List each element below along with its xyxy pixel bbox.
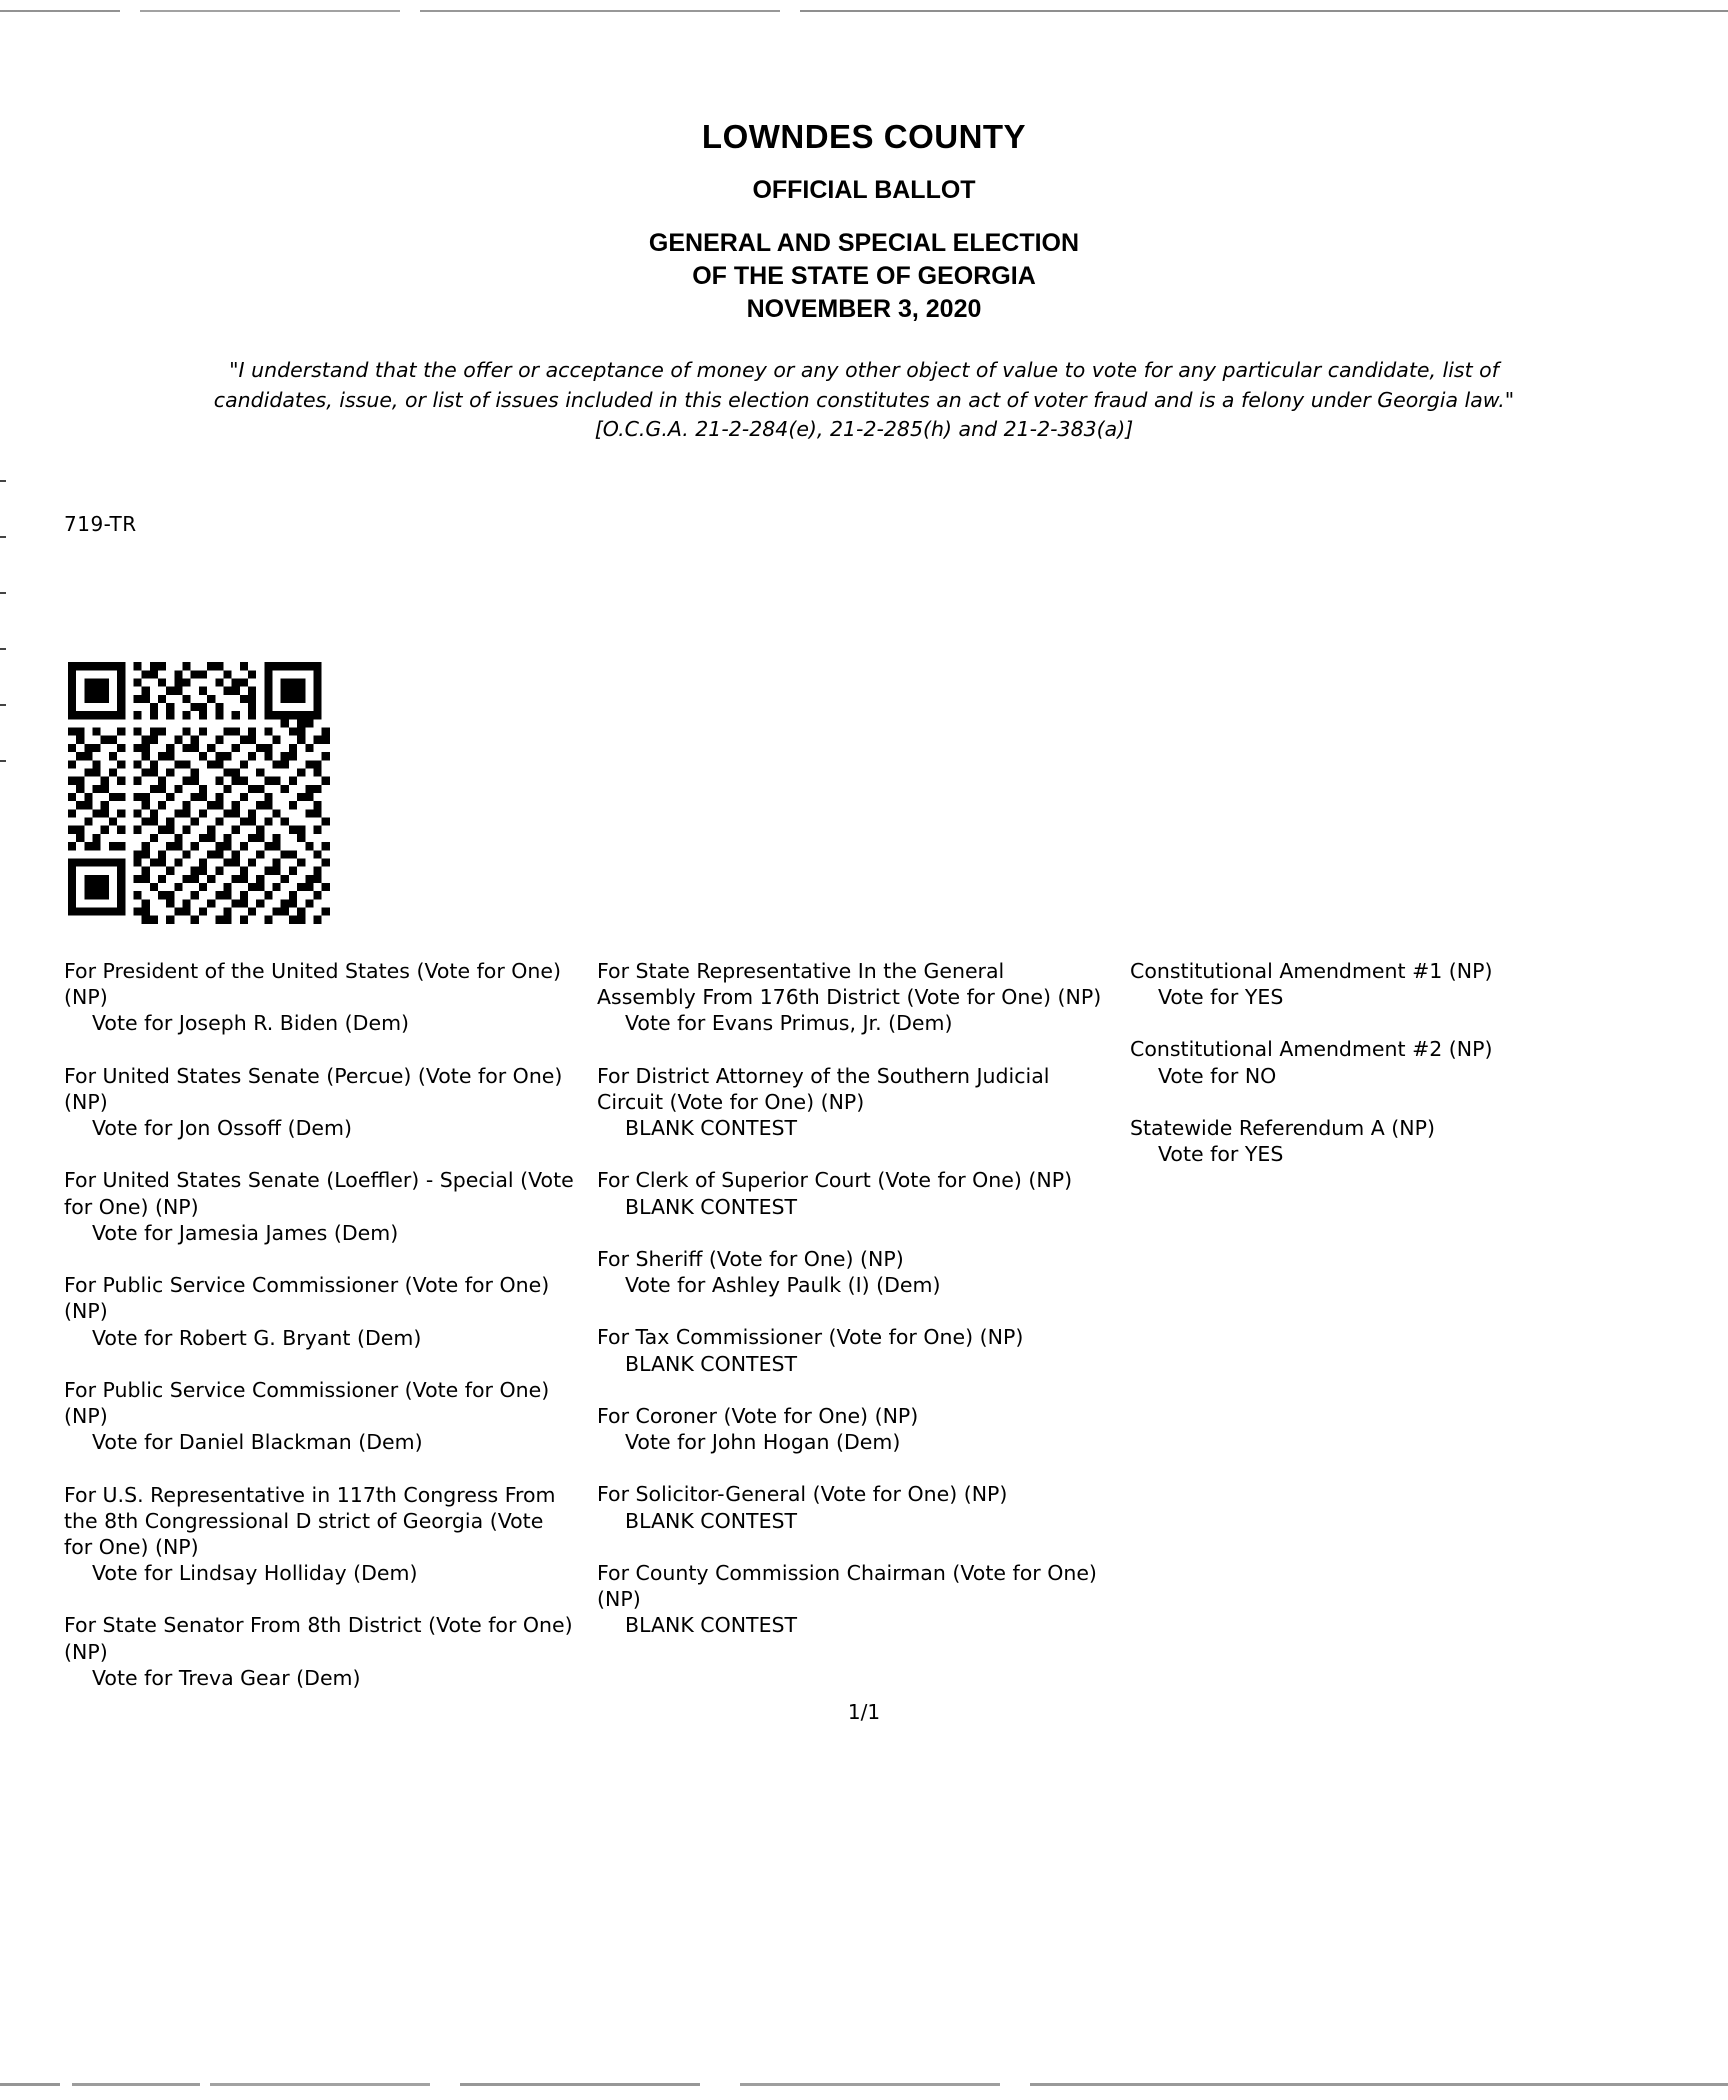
contest-selection: Vote for Jamesia James (Dem) xyxy=(92,1220,399,1245)
ballot-id: 719-TR xyxy=(64,512,137,536)
voter-oath-text: "I understand that the offer or acceptance of money or any other object of value to vote for any particular candidate, list of candidates, issue, or list of issues included in this election constitutes an act of voter fraud and is a felony under Georgia law." [O.C.G.A. 21-2-284(e), 21-2-285(h) and 21-2-383(a)] xyxy=(213,358,1515,442)
contest-block xyxy=(64,958,575,1037)
contest-selection: Vote for Evans Primus, Jr. (Dem) xyxy=(625,1011,953,1036)
contest-block xyxy=(1130,1115,1608,1167)
contest-columns xyxy=(64,958,1664,1717)
contest-selection: BLANK CONTEST xyxy=(625,1194,798,1219)
contest-selection: Vote for John Hogan (Dem) xyxy=(625,1430,901,1455)
contest-block xyxy=(64,1063,575,1142)
contest-title: For Public Service Commissioner (Vote for One) (NP) xyxy=(64,1273,550,1324)
contest-block xyxy=(64,1377,575,1456)
scan-artifact-left-edge xyxy=(0,480,6,940)
contest-title: For United States Senate (Loeffler) - Special (Vote for One) (NP) xyxy=(64,1168,574,1219)
contest-selection: Vote for Treva Gear (Dem) xyxy=(92,1665,361,1690)
contest-title: For United States Senate (Percue) (Vote for One) (NP) xyxy=(64,1063,563,1114)
contest-title: For District Attorney of the Southern Judicial Circuit (Vote for One) (NP) xyxy=(597,1063,1050,1114)
contest-block xyxy=(64,1167,575,1246)
contest-selection: Vote for Daniel Blackman (Dem) xyxy=(92,1430,423,1455)
contest-selection: BLANK CONTEST xyxy=(625,1116,798,1141)
contest-title: Constitutional Amendment #1 (NP) xyxy=(1130,959,1493,983)
contest-selection: Vote for Lindsay Holliday (Dem) xyxy=(92,1561,418,1586)
contest-block xyxy=(597,1324,1108,1376)
contest-block xyxy=(597,1560,1108,1639)
contest-selection: BLANK CONTEST xyxy=(625,1508,798,1533)
contest-title: Constitutional Amendment #2 (NP) xyxy=(1130,1037,1493,1062)
election-title-line2: OF THE STATE OF GEORGIA xyxy=(692,262,1036,290)
contest-title: Statewide Referendum A (NP) xyxy=(1130,1115,1435,1140)
qr-code xyxy=(68,662,338,924)
contest-selection: Vote for YES xyxy=(1158,1142,1284,1167)
contest-column-3 xyxy=(1130,958,1630,1717)
contest-selection: Vote for YES xyxy=(1158,985,1284,1010)
contest-title: For Solicitor-General (Vote for One) (NP) xyxy=(597,1482,1008,1507)
contest-block xyxy=(597,1403,1108,1455)
contest-block xyxy=(64,1482,575,1587)
official-ballot-label: OFFICIAL BALLOT xyxy=(752,176,976,204)
contest-block xyxy=(597,1167,1108,1219)
scan-artifact-top xyxy=(0,10,1728,12)
contest-block xyxy=(1130,1036,1608,1088)
contest-selection: Vote for NO xyxy=(1158,1063,1277,1088)
contest-selection: Vote for Ashley Paulk (I) (Dem) xyxy=(625,1273,941,1298)
page-number: 1/1 xyxy=(847,1700,881,1724)
contest-title: For State Representative In the General Assembly From 176th District (Vote for One) (NP) xyxy=(597,959,1102,1010)
contest-block xyxy=(1130,958,1608,1010)
contest-title: For County Commission Chairman (Vote for One) (NP) xyxy=(597,1560,1097,1611)
contest-block xyxy=(597,1481,1108,1533)
contest-selection: BLANK CONTEST xyxy=(625,1613,798,1638)
contest-title: For Tax Commissioner (Vote for One) (NP) xyxy=(597,1325,1024,1350)
contest-selection: Vote for Jon Ossoff (Dem) xyxy=(92,1116,352,1141)
contest-selection: Vote for Robert G. Bryant (Dem) xyxy=(92,1325,422,1350)
contest-block xyxy=(597,1063,1108,1142)
contest-title: For Clerk of Superior Court (Vote for One) (NP) xyxy=(597,1168,1073,1193)
contest-title: For State Senator From 8th District (Vote for One) (NP) xyxy=(64,1613,573,1664)
contest-column-2 xyxy=(597,958,1130,1717)
contest-title: For President of the United States (Vote for One) (NP) xyxy=(64,959,562,1010)
contest-block xyxy=(64,1272,575,1351)
contest-block xyxy=(64,1612,575,1691)
contest-title: For Sheriff (Vote for One) (NP) xyxy=(597,1246,904,1271)
contest-block xyxy=(597,1246,1108,1298)
ballot-header xyxy=(0,0,1728,445)
contest-selection: Vote for Joseph R. Biden (Dem) xyxy=(92,1011,410,1036)
election-title-line1: GENERAL AND SPECIAL ELECTION xyxy=(648,229,1080,257)
contest-title: For U.S. Representative in 117th Congress From the 8th Congressional D strict of Georgia (Vote for One) (NP) xyxy=(64,1482,556,1559)
contest-title: For Coroner (Vote for One) (NP) xyxy=(597,1403,919,1428)
contest-title: For Public Service Commissioner (Vote for One) (NP) xyxy=(64,1377,550,1429)
contest-column-1 xyxy=(64,958,597,1717)
scan-artifact-bottom xyxy=(0,2083,1728,2086)
contest-selection: BLANK CONTEST xyxy=(625,1351,798,1376)
election-date: NOVEMBER 3, 2020 xyxy=(746,295,982,323)
contest-block xyxy=(597,958,1108,1037)
county-title: LOWNDES COUNTY xyxy=(701,118,1027,155)
